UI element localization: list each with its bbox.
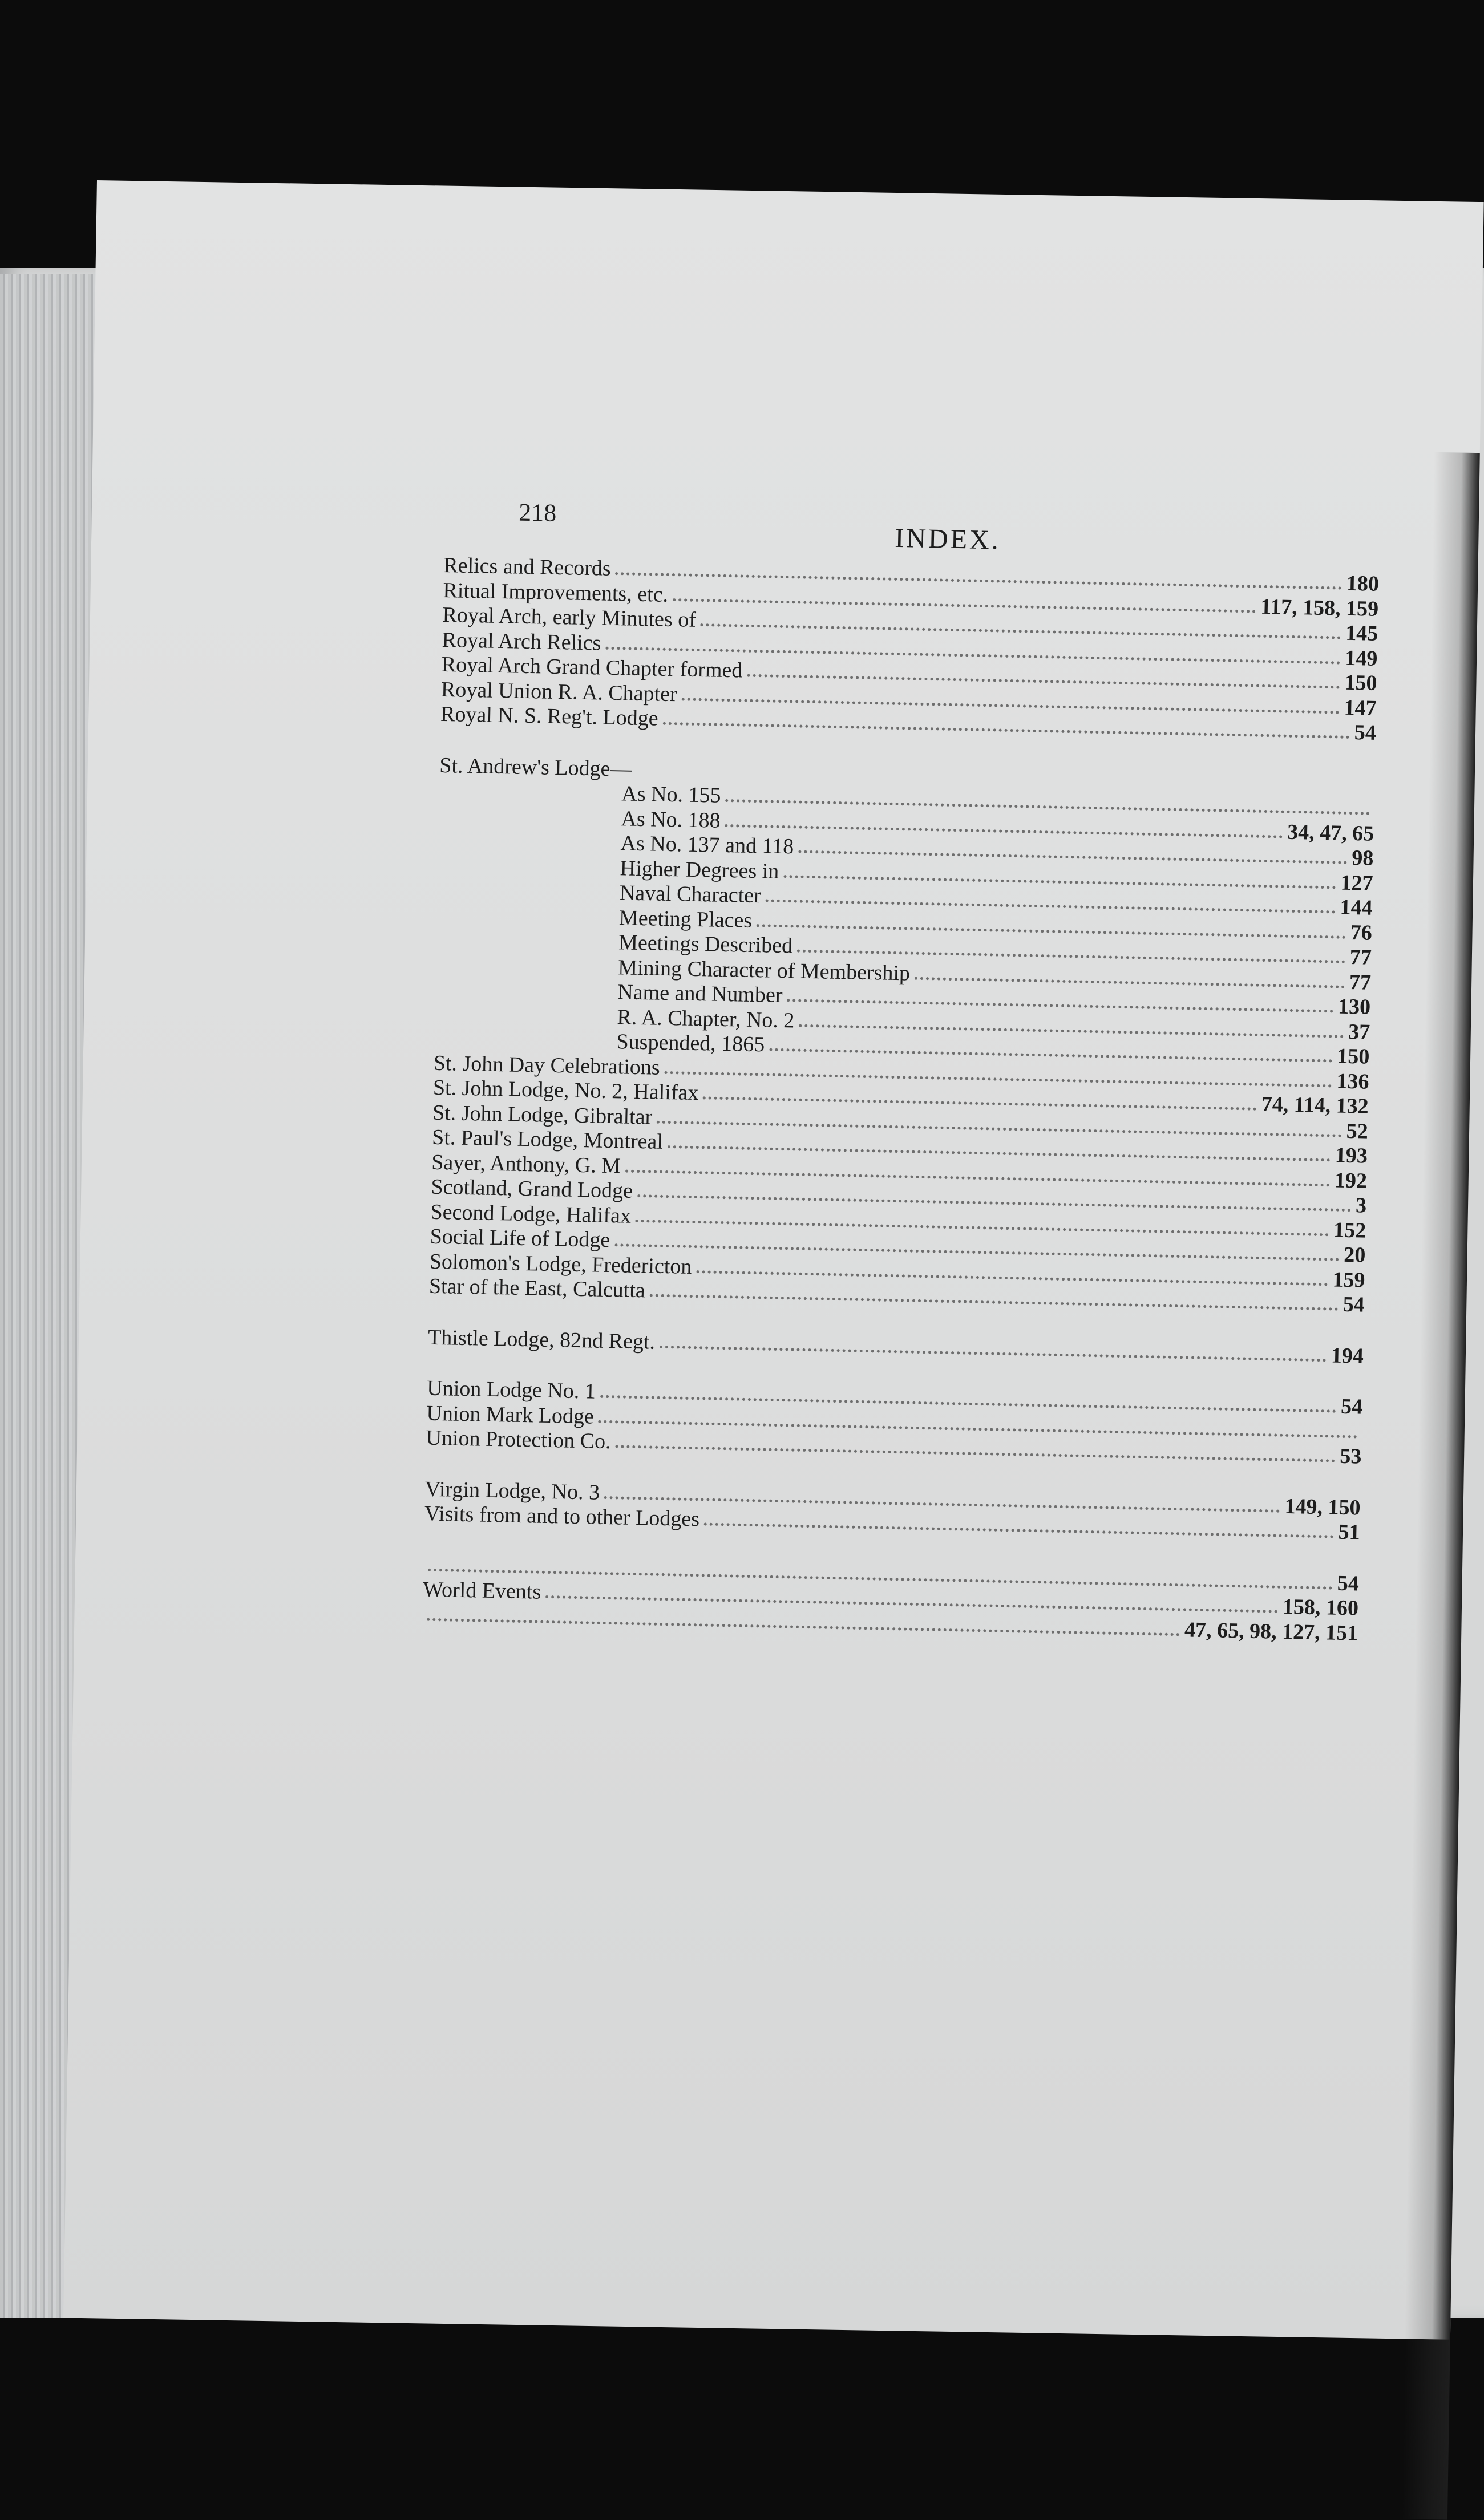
entry-label: Star of the East, Calcutta xyxy=(428,1274,646,1303)
entry-label: Higher Degrees in xyxy=(620,856,779,884)
entry-pages: 53 xyxy=(1339,1444,1362,1469)
entry-label: Suspended, 1865 xyxy=(616,1030,765,1057)
entry-label: St. John Lodge, No. 2, Halifax xyxy=(432,1075,699,1105)
entry-label: Royal Union R. A. Chapter xyxy=(440,677,678,706)
entry-label: Union Protection Co. xyxy=(426,1425,612,1454)
entry-label: Royal Arch, early Minutes of xyxy=(442,602,697,632)
entry-label: World Events xyxy=(422,1577,541,1604)
entry-pages: 47, 65, 98, 127, 151 xyxy=(1184,1617,1358,1646)
entry-label: As No. 137 and 118 xyxy=(620,831,794,859)
entry-pages: 117, 158, 159 xyxy=(1260,594,1379,621)
index-content xyxy=(422,491,1381,1646)
entry-label: Virgin Lodge, No. 3 xyxy=(424,1477,600,1505)
entry-label: R. A. Chapter, No. 2 xyxy=(617,1004,795,1032)
entry-pages: 98 xyxy=(1351,846,1374,870)
entry-pages: 144 xyxy=(1340,895,1373,920)
entry-pages: 194 xyxy=(1331,1343,1364,1368)
entry-pages: 145 xyxy=(1345,621,1378,646)
entry-pages: 147 xyxy=(1344,695,1377,720)
entry-label: Meeting Places xyxy=(618,905,753,933)
entry-pages: 20 xyxy=(1344,1242,1366,1267)
entry-label: Union Lodge No. 1 xyxy=(426,1376,596,1404)
entry-pages: 77 xyxy=(1349,945,1372,970)
entry-label: Mining Character of Membership xyxy=(617,955,911,986)
entry-label: As No. 155 xyxy=(621,781,721,808)
entry-pages: 180 xyxy=(1346,571,1380,596)
entry-label: St. Paul's Lodge, Montreal xyxy=(431,1125,664,1154)
entry-pages: 51 xyxy=(1338,1520,1361,1545)
entry-pages: 54 xyxy=(1337,1571,1360,1596)
entry-pages: 149, 150 xyxy=(1284,1494,1361,1520)
entry-pages: 76 xyxy=(1350,920,1373,945)
entry-label: Royal Arch Grand Chapter formed xyxy=(441,652,743,683)
entry-label: Second Lodge, Halifax xyxy=(430,1200,632,1228)
entry-pages: 3 xyxy=(1355,1193,1367,1218)
entry-label: St. John Lodge, Gibraltar xyxy=(432,1100,653,1129)
entry-label: Relics and Records xyxy=(443,553,612,581)
entry-label: Royal Arch Relics xyxy=(442,627,601,655)
entry-pages: 54 xyxy=(1343,1292,1365,1317)
entry-pages: 130 xyxy=(1337,994,1371,1019)
entry-pages: 193 xyxy=(1335,1143,1368,1168)
entry-label: Meetings Described xyxy=(618,930,793,958)
entry-pages: 150 xyxy=(1344,670,1377,695)
entry-pages: 149 xyxy=(1345,646,1378,671)
page-number: 218 xyxy=(518,498,557,527)
entry-pages: 54 xyxy=(1340,1394,1363,1419)
entry-pages: 54 xyxy=(1354,720,1377,745)
entry-pages: 127 xyxy=(1340,870,1373,896)
entry-label: Scotland, Grand Lodge xyxy=(431,1174,633,1203)
dot-leader xyxy=(915,977,1345,988)
entry-label: As No. 188 xyxy=(621,806,721,833)
entry-label: Visits from and to other Lodges xyxy=(424,1501,700,1532)
entry-pages: 136 xyxy=(1336,1069,1369,1094)
entry-pages: 34, 47, 65 xyxy=(1287,820,1374,846)
entry-pages: 159 xyxy=(1332,1267,1365,1293)
entry-pages: 192 xyxy=(1334,1168,1368,1193)
entry-label: Union Mark Lodge xyxy=(426,1401,595,1429)
entry-label: Ritual Improvements, etc. xyxy=(443,578,669,607)
entry-pages: 158, 160 xyxy=(1282,1594,1359,1620)
entry-pages: 52 xyxy=(1346,1119,1369,1144)
entry-label: St. Andrew's Lodge— xyxy=(439,753,632,781)
entry-label: Thistle Lodge, 82nd Regt. xyxy=(427,1325,656,1354)
entry-pages: 77 xyxy=(1349,970,1372,995)
entry-pages: 37 xyxy=(1348,1019,1370,1044)
entry-pages: 152 xyxy=(1333,1218,1366,1243)
entry-label: Sayer, Anthony, G. M xyxy=(431,1150,621,1178)
index-list xyxy=(422,553,1379,1646)
entry-label: Naval Character xyxy=(619,881,762,908)
entry-label: St. John Day Celebrations xyxy=(433,1051,661,1080)
entry-label: Social Life of Lodge xyxy=(430,1224,610,1253)
entry-pages: 150 xyxy=(1336,1044,1370,1069)
entry-pages: 74, 114, 132 xyxy=(1261,1092,1369,1119)
running-title: INDEX. xyxy=(894,522,1001,556)
entry-label: Solomon's Lodge, Fredericton xyxy=(429,1249,692,1279)
entry-label: Name and Number xyxy=(617,980,783,1008)
entry-label: Royal N. S. Reg't. Lodge xyxy=(440,702,659,731)
